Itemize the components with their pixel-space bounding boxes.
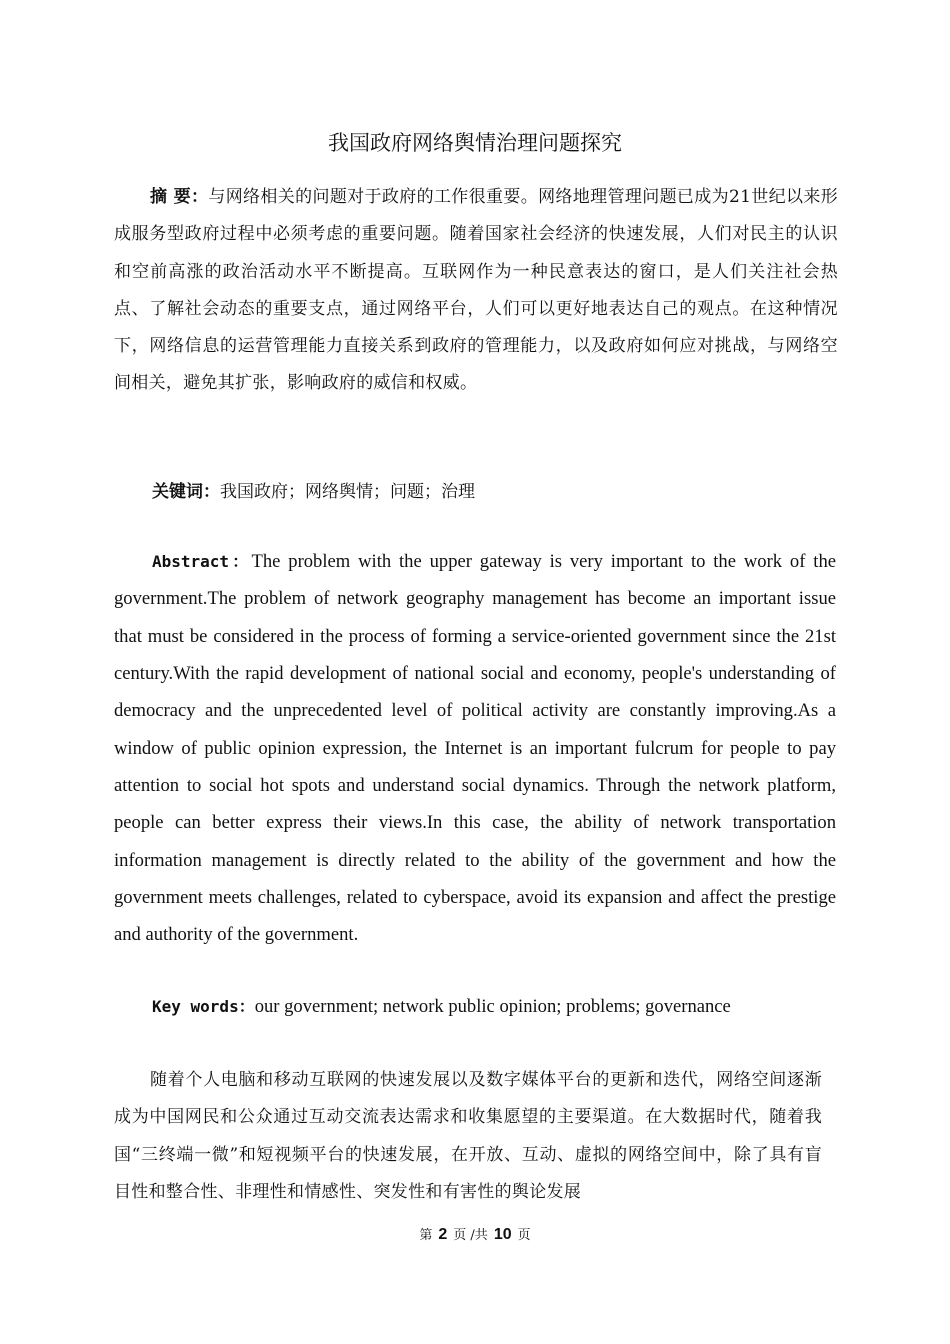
footer-middle: 页 /共	[453, 1228, 488, 1243]
abstract-en-label: Abstract：	[152, 552, 252, 571]
abstract-zh-text: 与网络相关的问题对于政府的工作很重要。网络地理管理问题已成为21世纪以来形成服务型政府过程中必须考虑的重要问题。随着国家社会经济的快速发展，人们对民主的认识和空前高涨的政治活动水平不断提高。互联网作为一种民意表达的窗口，是人们关注社会热点、了解社会动态的重要支点，通过网络平台，人们可以更好地表达自己的观点。在这种情况下，网络信息的运营管理能力直接关系到政府的管理能力，以及政府如何应对挑战，与网络空间相关，避免其扩张，影响政府的威信和权威。	[114, 187, 838, 394]
footer-total-pages: 10	[493, 1226, 512, 1243]
keywords-en-line	[152, 993, 731, 1021]
abstract-zh-paragraph	[114, 179, 838, 403]
keywords-zh-text: 我国政府；网络舆情；问题；治理	[220, 482, 475, 502]
keywords-zh-label: 关键词：	[152, 482, 220, 502]
abstract-en-text: The problem with the upper gateway is very important to the work of the government.The problem of network geography management has become an important issue that must be considered in the process of forming a service-oriented government since the 21st century.With the rapid development of national social and economy, people's understanding of democracy and the unprecedented level of political activity are constantly improving.As a window of public opinion expression, the Internet is an important fulcrum for people to pay attention to social hot spots and understand social dynamics. Through the network platform, people can better express their views.In this case, the ability of network transportation information management is directly related to the ability of the government and how the government meets challenges, related to cyberspace, avoid its expansion and affect the prestige and authority of the government.	[114, 551, 836, 946]
abstract-zh-label: 摘 要：	[150, 187, 209, 207]
keywords-en-label: Key words：	[152, 997, 255, 1016]
keywords-zh-line	[152, 478, 475, 506]
footer-prefix: 第	[419, 1228, 433, 1243]
keywords-en-text: our government; network public opinion; problems; governance	[254, 996, 731, 1017]
page-footer	[0, 1224, 950, 1247]
abstract-en-paragraph	[114, 543, 836, 954]
footer-suffix: 页	[517, 1228, 531, 1243]
document-title: 我国政府网络舆情治理问题探究	[328, 131, 622, 155]
footer-current-page: 2	[438, 1226, 448, 1243]
body-paragraph: 随着个人电脑和移动互联网的快速发展以及数字媒体平台的更新和迭代，网络空间逐渐成为中国网民和公众通过互动交流表达需求和收集愿望的主要渠道。在大数据时代，随着我国“三终端一微”和短视频平台的快速发展，在开放、互动、虚拟的网络空间中，除了具有盲目性和整合性、非理性和情感性、突发性和有害性的舆论发展	[114, 1070, 822, 1202]
